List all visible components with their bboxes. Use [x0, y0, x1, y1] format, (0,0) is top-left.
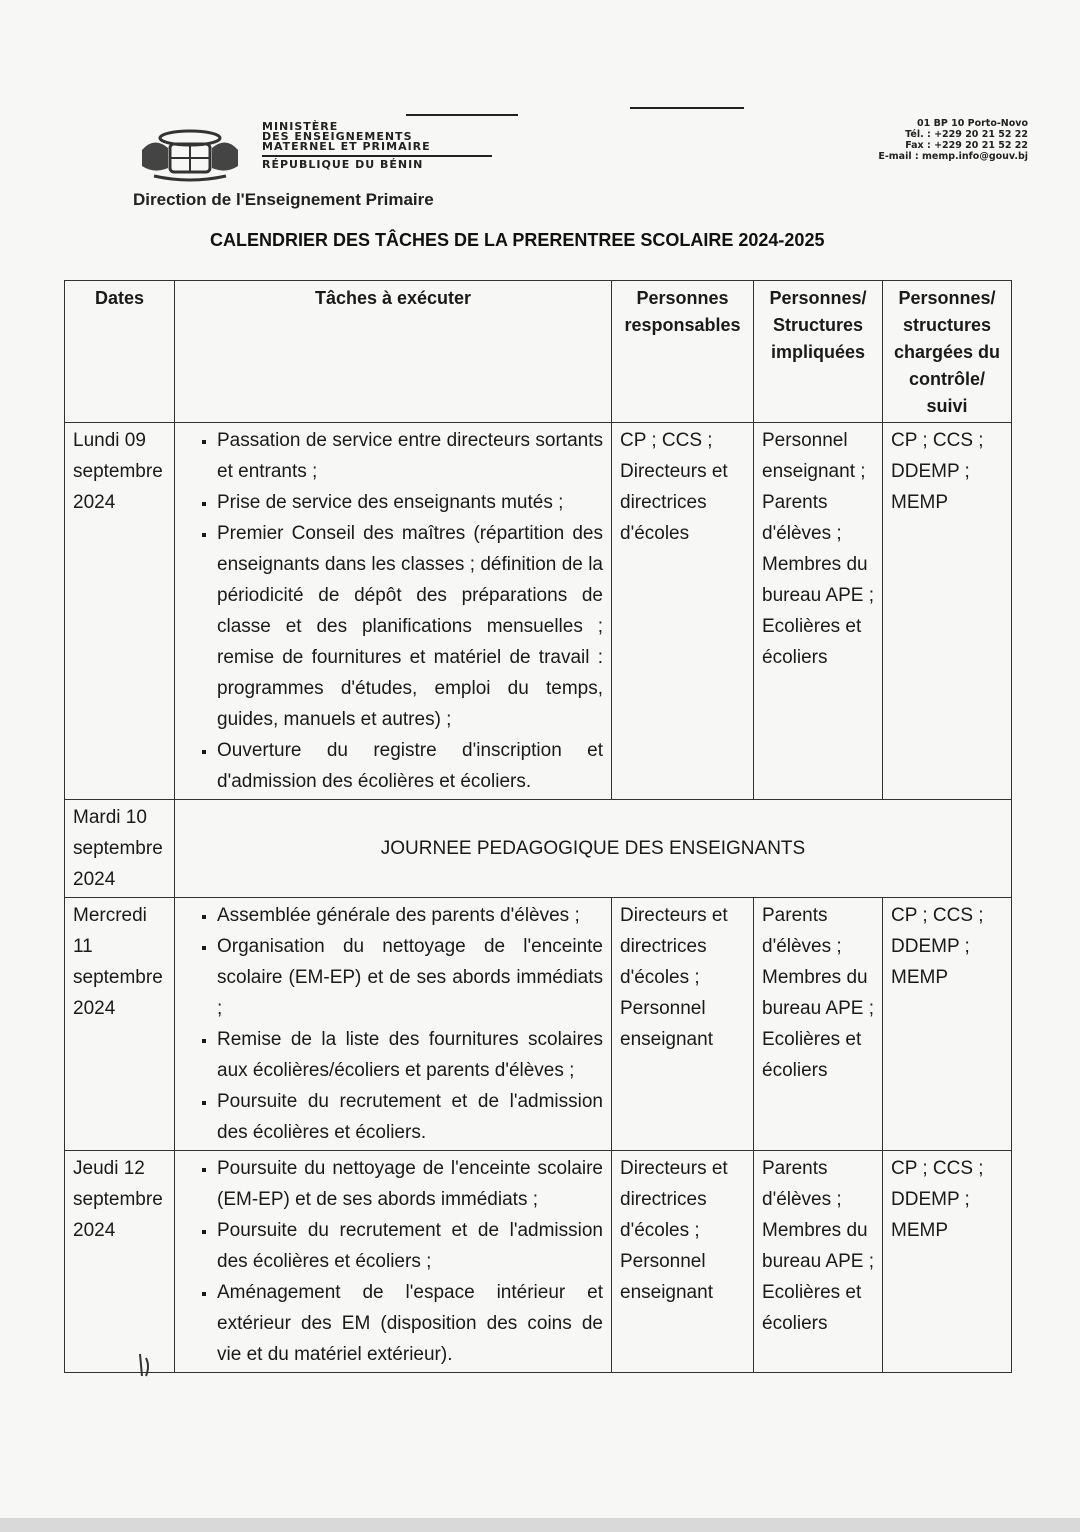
republic-label: RÉPUBLIQUE DU BÉNIN [262, 158, 424, 171]
contact-address: 01 BP 10 Porto-Novo [917, 118, 1028, 129]
task-item: ▪ Aménagement de l'espace intérieur et extérieur des EM (disposition des coins de vie et du matériel extérieur). [217, 1277, 603, 1370]
header-dates: Dates [65, 281, 175, 423]
ministry-line-1: MINISTÈRE [262, 120, 339, 133]
schedule-table [64, 280, 1012, 1373]
tasks-cell [175, 898, 612, 1151]
initials-signature-icon [136, 1350, 156, 1380]
header-impliquees: Personnes/ Structures impliquées [754, 281, 883, 423]
responsables-cell: Directeurs et directrices d'écoles ; Personnel enseignant [612, 898, 754, 1151]
responsables-cell: CP ; CCS ; Directeurs et directrices d'écoles [612, 423, 754, 800]
contact-email: E-mail : memp.info@gouv.bj [878, 151, 1028, 162]
controle-cell: CP ; CCS ; DDEMP ; MEMP [883, 423, 1012, 800]
header-controle: Personnes/ structures chargées du contrôle/ suivi [883, 281, 1012, 423]
responsables-cell: Directeurs et directrices d'écoles ; Personnel enseignant [612, 1151, 754, 1373]
contact-phone: Tél. : +229 20 21 52 22 [905, 129, 1028, 140]
header-tasks: Tâches à exécuter [175, 281, 612, 423]
date-cell: Lundi 09 septembre 2024 [65, 423, 175, 800]
task-item: ▪ Ouverture du registre d'inscription et d'admission des écolières et écoliers. [217, 735, 603, 797]
tasks-cell [175, 1151, 612, 1373]
header-responsables: Personnes responsables [612, 281, 754, 423]
controle-cell: CP ; CCS ; DDEMP ; MEMP [883, 898, 1012, 1151]
table-row [65, 423, 1012, 800]
contact-block [878, 118, 1028, 162]
tasks-cell [175, 423, 612, 800]
date-cell: Mercredi 11 septembre 2024 [65, 898, 175, 1151]
task-item: ▪ Organisation du nettoyage de l'enceinte scolaire (EM-EP) et de ses abords immédiats ; [217, 931, 603, 1024]
table-row [65, 800, 1012, 898]
impliquees-cell: Parents d'élèves ; Membres du bureau APE ; Ecolières et écoliers [754, 898, 883, 1151]
table-row [65, 898, 1012, 1151]
task-item: ▪ Remise de la liste des fournitures scolaires aux écolières/écoliers et parents d'élèves ; [217, 1024, 603, 1086]
task-item: ▪ Poursuite du nettoyage de l'enceinte scolaire (EM-EP) et de ses abords immédiats ; [217, 1153, 603, 1215]
controle-cell: CP ; CCS ; DDEMP ; MEMP [883, 1151, 1012, 1373]
date-cell: Mardi 10 septembre 2024 [65, 800, 175, 898]
task-item: ▪ Assemblée générale des parents d'élèves ; [217, 900, 603, 931]
impliquees-cell: Parents d'élèves ; Membres du bureau APE ; Ecolières et écoliers [754, 1151, 883, 1373]
top-rule-right [630, 107, 744, 109]
direction-label: Direction de l'Enseignement Primaire [133, 190, 434, 209]
ministry-block [262, 122, 492, 170]
contact-fax: Fax : +229 20 21 52 22 [905, 140, 1028, 151]
top-rule-left [406, 114, 518, 116]
impliquees-cell: Personnel enseignant ; Parents d'élèves ; Membres du bureau APE ; Ecolières et écoliers [754, 423, 883, 800]
task-item: ▪ Premier Conseil des maîtres (répartition des enseignants dans les classes ; définition de la périodicité de dépôt des préparations de classe et des planifications mensuelles ; remise de fournitures et matériel de travail : programmes d'études, emploi du temps, guides, manuels et autres) ; [217, 518, 603, 735]
document-title: CALENDRIER DES TÂCHES DE LA PRERENTREE SCOLAIRE 2024-2025 [210, 230, 825, 250]
page-bottom-edge [0, 1518, 1080, 1532]
task-item: ▪ Prise de service des enseignants mutés ; [217, 487, 603, 518]
table-header-row [65, 281, 1012, 423]
table-row [65, 1151, 1012, 1373]
task-item: ▪ Poursuite du recrutement et de l'admission des écolières et écoliers. [217, 1086, 603, 1148]
ministry-line-3: MATERNEL ET PRIMAIRE [262, 140, 431, 153]
task-item: ▪ Poursuite du recrutement et de l'admission des écolières et écoliers ; [217, 1215, 603, 1277]
ministry-line-2: DES ENSEIGNEMENTS [262, 130, 413, 143]
task-item: ▪ Passation de service entre directeurs sortants et entrants ; [217, 425, 603, 487]
coat-of-arms-icon [134, 128, 246, 182]
ministry-rule [262, 155, 492, 157]
date-cell: Jeudi 12 septembre 2024 [65, 1151, 175, 1373]
pedagogical-day-cell: JOURNEE PEDAGOGIQUE DES ENSEIGNANTS [175, 800, 1012, 898]
